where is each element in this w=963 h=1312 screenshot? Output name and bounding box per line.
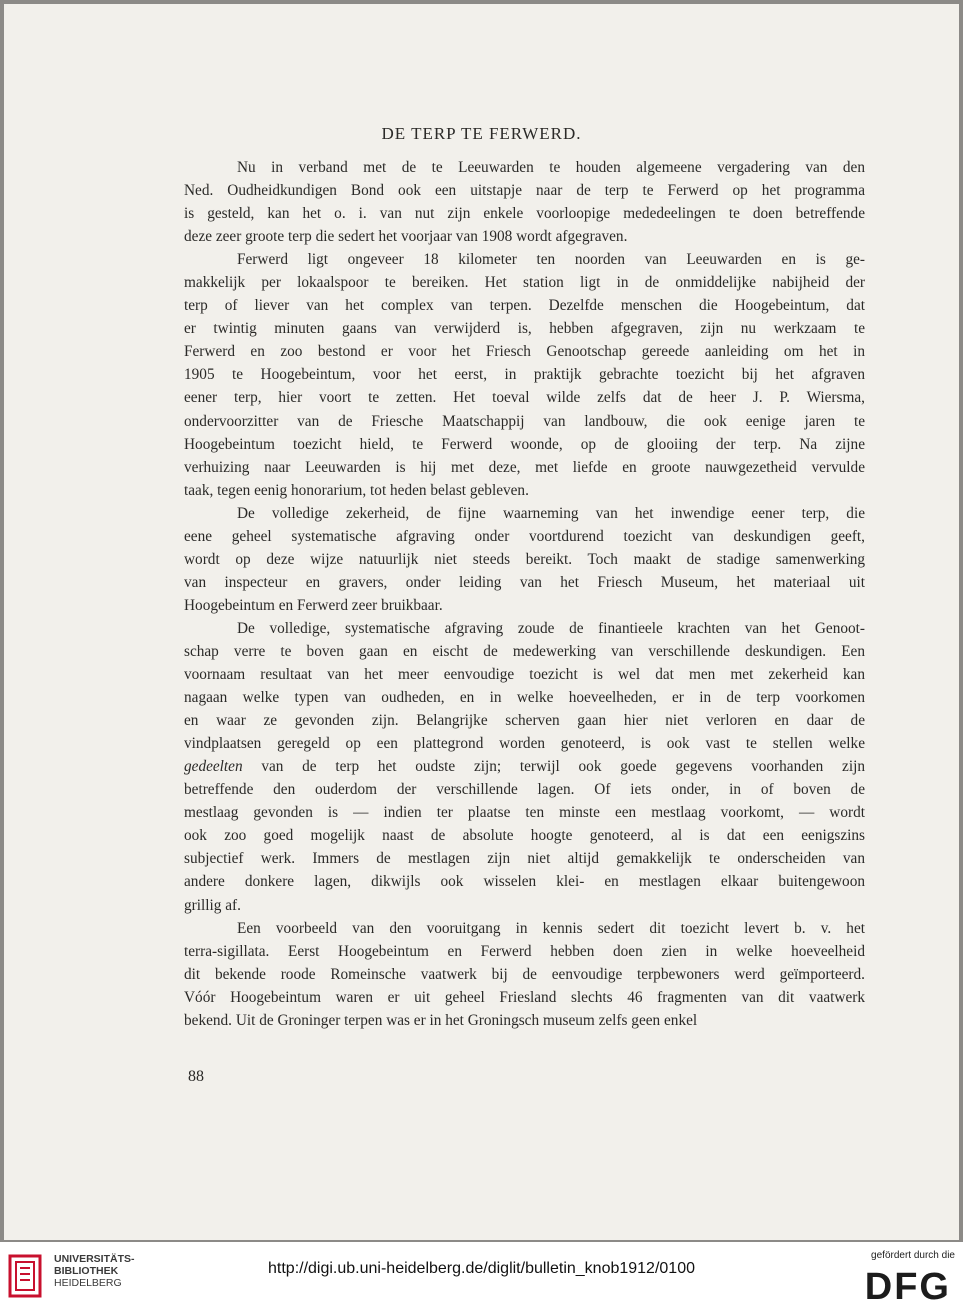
text-line: dit bekende roode Romeinsche vaatwerk bij de eenvoudige terpbewoners werd geïmporteerd.: [184, 965, 865, 983]
text-line: De volledige, systematische afgraving zoude de finantieele krachten van het Genoot-: [237, 619, 865, 637]
text-line: eener terp, hier voort te zetten. Het toeval wilde zelfs dat de heer J. P. Wiersma,: [184, 389, 865, 407]
library-name-line-3: HEIDELBERG: [54, 1277, 122, 1289]
text-line: schap verre te boven gaan en eischt de medewerking van verschillende deskundigen. Een: [184, 642, 865, 660]
page-number: 88: [188, 1068, 204, 1085]
text-line: Hoogebeintum toezicht hield, te Ferwerd woonde, op de glooiing der terp. Na zijne: [184, 435, 865, 453]
paragraph: [184, 248, 865, 502]
library-name-line-1: UNIVERSITÄTS-: [54, 1253, 135, 1265]
text-line: Ferwerd en zoo bestond er voor het Friesch Genootschap gereede aanleiding om het in: [184, 343, 865, 361]
text-line: ondervoorzitter van de Friesche Maatschappij van landbouw, die ook eenige jaren te: [184, 412, 865, 430]
text-line: Hoogebeintum en Ferwerd zeer bruikbaar.: [184, 596, 443, 614]
text-line: mestlaag gevonden is — indien ter plaatse ten minste een mestlaag voorkomt, — wordt: [184, 804, 865, 822]
text-line: gedeelten van de terp het oudste zijn; terwijl ook goede gegevens voorhanden zijn: [184, 758, 865, 776]
page-title: DE TERP TE FERWERD.: [381, 124, 582, 143]
text-line: Een voorbeeld van den vooruitgang in kennis sedert dit toezicht levert b. v. het: [237, 919, 865, 937]
funding-caption: gefördert durch die: [871, 1250, 955, 1261]
text-line: grillig af.: [184, 896, 241, 914]
text-line: voornaam resultaat van het meer eenvoudige toezicht is wel dat men met zekerheid kan: [184, 666, 865, 684]
paragraph: [184, 502, 865, 617]
paragraph: [184, 617, 865, 917]
text-line: makkelijk per lokaalspoor te bereiken. Het station ligt in de onmiddelijke nabijheid der: [184, 274, 865, 292]
text-line: ook zoo goed mogelijk naast de absolute hoogte genoteerd, al is dat een eenigszins: [184, 827, 865, 845]
text-line: en waar ze gevonden zijn. Belangrijke scherven gaan hier niet verloren en daar de: [184, 712, 865, 730]
text-line: De volledige zekerheid, de fijne waarneming van het inwendige eener terp, die: [237, 504, 865, 522]
text-line: er twintig minuten gaans van verwijderd is, hebben afgegraven, zijn nu werkzaam te: [184, 320, 865, 338]
text-line: vindplaatsen geregeld op een plattegrond worden genoteerd, is ook vast te stellen welke: [184, 735, 865, 753]
text-line: terp of liever van het complex van terpen. Dezelfde menschen die Hoogebeintum, dat: [184, 297, 865, 315]
text-line: is gesteld, kan het o. i. van nut zijn enkele voorloopige mededeelingen te doen betreffende: [184, 205, 865, 223]
library-name-line-2: BIBLIOTHEK: [54, 1265, 119, 1277]
text-line: deze zeer groote terp die sedert het voorjaar van 1908 wordt afgegraven.: [184, 228, 628, 246]
text-line: betreffende den ouderdom der verschillende lagen. Of iets onder, in of boven de: [184, 781, 865, 799]
text-line: subjectief werk. Immers de mestlagen zijn niet altijd gemakkelijk te onderscheiden van: [184, 850, 865, 868]
text-line: wordt op deze wijze natuurlijk niet steeds bereikt. Toch maakt de stadige samenwerking: [184, 550, 865, 568]
text-line: 1905 te Hoogebeintum, voor het eerst, in praktijk gebrachte toezicht bij het afgraven: [184, 366, 865, 384]
paragraph: [184, 156, 865, 248]
text-line: nagaan welke typen van oudheden, en in welke hoeveelheden, er in de terp voorkomen: [184, 689, 865, 707]
dfg-logo-icon: DFG: [864, 1266, 951, 1308]
paragraph: [184, 917, 865, 1032]
text-line: bekend. Uit de Groninger terpen was er in het Groningsch museum zelfs geen enkel: [184, 1011, 698, 1029]
text-line: andere donkere lagen, dikwijls ook wisselen klei- en mestlagen elkaar buitengewoon: [184, 873, 865, 891]
text-line: Vóór Hoogebeintum waren er uit geheel Friesland slechts 46 fragmenten van dit vaatwerk: [184, 988, 865, 1006]
viewer-footer: [0, 1242, 963, 1312]
text-line: Nu in verband met de te Leeuwarden te houden algemeene vergadering van den: [237, 159, 865, 176]
permalink-url[interactable]: http://digi.ub.uni-heidelberg.de/diglit/bulletin_knob1912/0100: [268, 1260, 695, 1277]
text-line: Ferwerd ligt ongeveer 18 kilometer ten noorden van Leeuwarden en is ge-: [237, 251, 865, 269]
text-line: van inspecteur en gravers, onder leiding van het Friesch Museum, het materiaal uit: [184, 573, 865, 591]
article-body: [184, 156, 865, 1032]
text-line: taak, tegen eenig honorarium, tot heden belast gebleven.: [184, 481, 529, 499]
text-line: verhuizing naar Leeuwarden is hij met deze, met liefde en groote nauwgezetheid vervulde: [184, 458, 865, 476]
text-line: eene geheel systematische afgraving onder voortdurend toezicht van deskundigen geeft,: [184, 527, 865, 545]
text-line: Ned. Oudheidkundigen Bond ook een uitstapje naar de terp te Ferwerd op het programma: [184, 182, 865, 200]
text-line: terra-sigillata. Eerst Hoogebeintum en Ferwerd hebben doen zien in welke hoeveelheid: [184, 942, 865, 960]
